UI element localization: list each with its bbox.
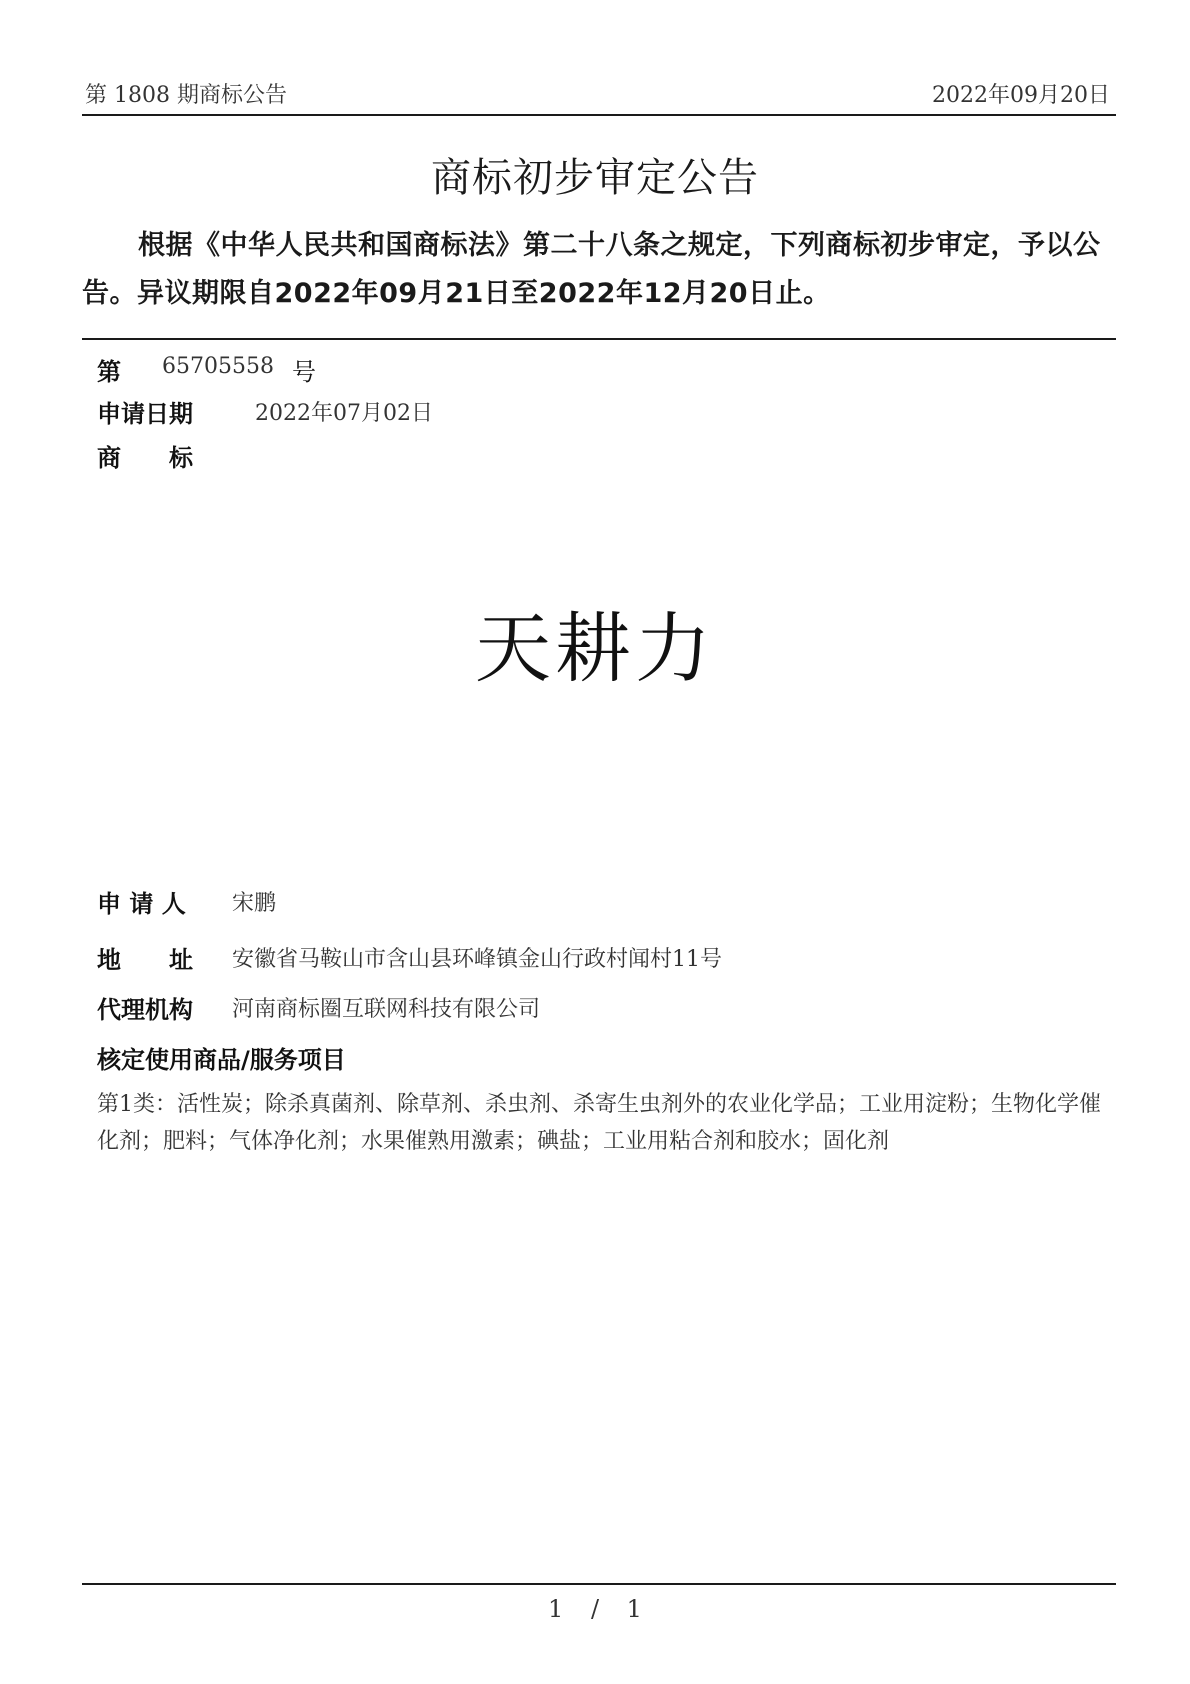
intro-divider (82, 338, 1116, 340)
applicant-address: 安徽省马鞍山市含山县环峰镇金山行政村闻村11号 (232, 947, 722, 972)
issue-number: 第 1808 期商标公告 (85, 83, 287, 108)
applicant-name: 宋鹏 (232, 891, 277, 916)
number-suffix-label: 号 (292, 358, 316, 386)
footer-divider (82, 1583, 1116, 1585)
publication-date: 2022年09月20日 (932, 83, 1110, 108)
trademark-image-text: 天耕力 (475, 604, 715, 693)
header-divider (82, 114, 1116, 116)
goods-services-list: 第1类：活性炭；除杀真菌剂、除草剂、杀虫剂、杀寄生虫剂外的农业化学品；工业用淀粉；生物化学催化剂；肥料；气体净化剂；水果催熟用激素；碘盐；工业用粘合剂和胶水；固化剂 (97, 1092, 1102, 1154)
application-date-label: 申请日期 (97, 400, 193, 428)
announcement-intro: 根据《中华人民共和国商标法》第二十八条之规定，下列商标初步审定，予以公告。异议期限自2022年09月21日至2022年12月20日止。 (82, 230, 1101, 309)
page-title: 商标初步审定公告 (431, 155, 759, 201)
agent-label: 代理机构 (97, 996, 193, 1024)
number-prefix-label: 第 (97, 358, 121, 386)
trademark-label: 商 标 (97, 444, 193, 472)
page-number: 1 / 1 (548, 1595, 642, 1623)
applicant-label: 申 请 人 (97, 890, 186, 918)
goods-services-label: 核定使用商品/服务项目 (97, 1046, 346, 1074)
agent-name: 河南商标圈互联网科技有限公司 (232, 997, 541, 1022)
address-label: 地 址 (97, 946, 193, 974)
application-date: 2022年07月02日 (255, 401, 433, 426)
registration-number: 65705558 (162, 354, 274, 379)
